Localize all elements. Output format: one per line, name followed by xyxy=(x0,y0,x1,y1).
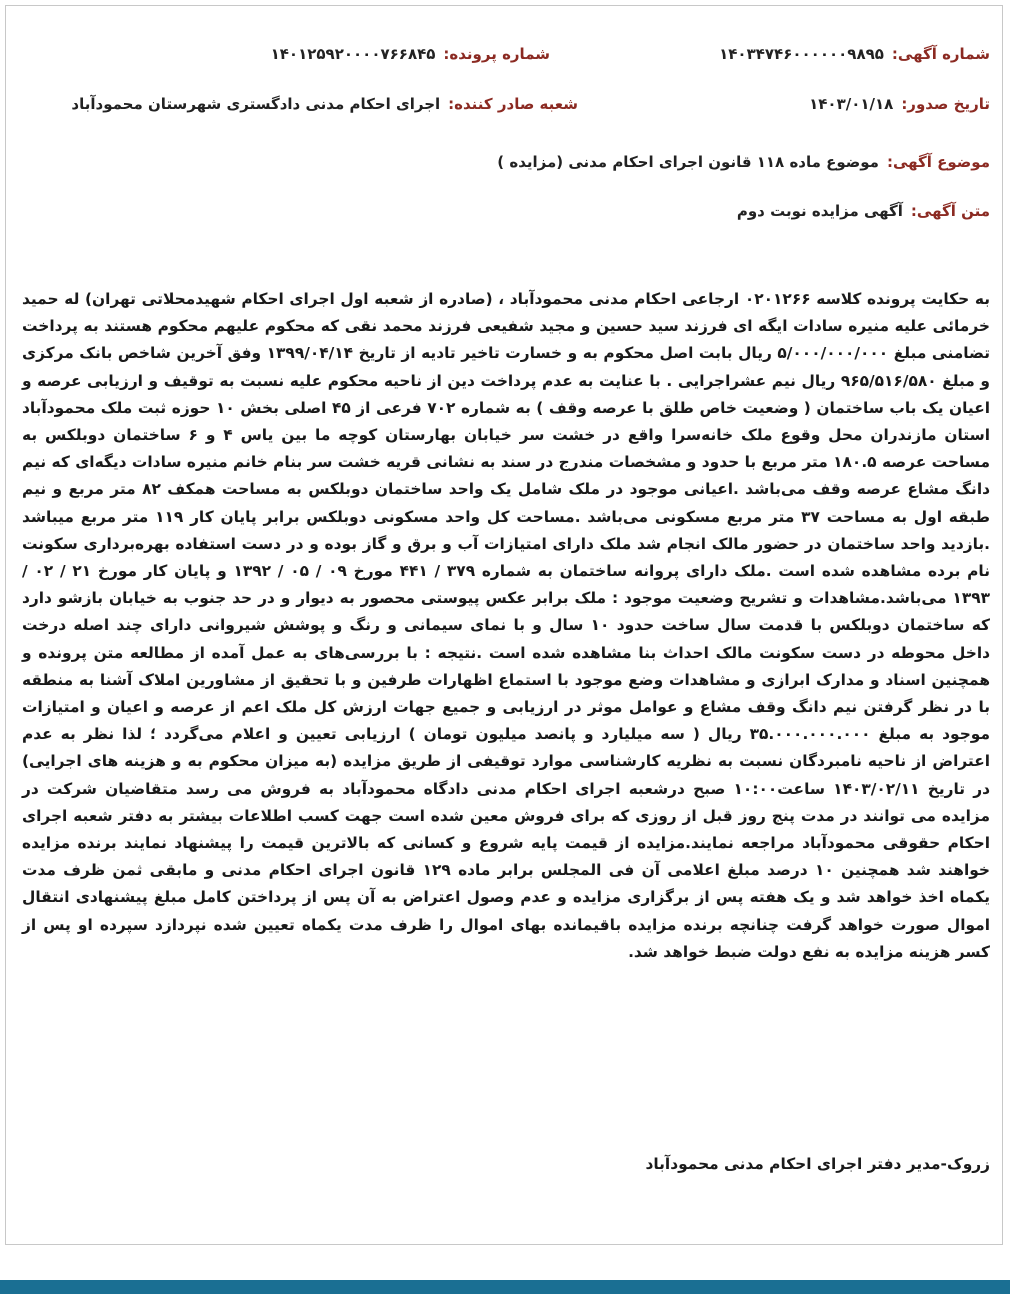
issue-date-value: ۱۴۰۳/۰۱/۱۸ xyxy=(809,95,894,113)
issue-date-row xyxy=(809,92,990,116)
signature-line: زروک-مدیر دفتر اجرای احکام مدنی محمودآباد xyxy=(645,1155,990,1173)
bottom-bar xyxy=(0,1280,1010,1294)
announcement-body: به حکایت پرونده کلاسه ۰۲۰۱۲۶۶ ارجاعی احکام مدنی محمودآباد ، (صادره از شعبه اول اجرای احکام شهیدمحلاتی تهران) له حمید خرمائی علیه منیره سادات ایگه ای فرزند سید حسین و مجید شفیعی فرزند محمد نقی که محکوم علیهم محکوم هستند به پرداخت تضامنی مبلغ ۵/۰۰۰/۰۰۰/۰۰۰ ریال بابت اصل محکوم به و خسارت تاخیر تادیه از تاریخ ۱۳۹۹/۰۴/۱۴ وفق آخرین شاخص بانک مرکزی و مبلغ ۹۶۵/۵۱۶/۵۸۰ ریال نیم عشراجرایی . با عنایت به عدم پرداخت دین از ناحیه محکوم علیه نسبت به توقیف و ارزیابی عرصه و اعیان یک باب ساختمان ( وضعیت خاص طلق با عرصه وقف ) به شماره ۷۰۲ فرعی از ۴۵ اصلی بخش ۱۰ حوزه ثبت ملک محمودآباد استان مازندران محل وقوع ملک خانه‌سرا واقع در خشت سر خیابان بهارستان کوچه ما بین یاس ۴ و ۶ ساختمان دوبلکس به مساحت عرصه ۱۸۰.۵ متر مربع با حدود و مشخصات مندرج در سند به نشانی قریه خشت سر بنام خانم منیره سادات دیگه‌ای که نیم دانگ مشاع عرصه وقف می‌باشد .اعیانی موجود در ملک شامل یک واحد ساختمان دوبلکس به مساحت همکف ۸۲ متر مربع و نیم طبقه اول به مساحت ۳۷ متر مربع مسکونی می‌باشد .مساحت کل واحد مسکونی دوبلکس برابر پایان کار ۱۱۹ متر مربع میباشد .بازدید واحد ساختمان در حضور مالک انجام شد ملک دارای امتیازات آب و برق و گاز بوده و در دست استفاده بهره‌برداری سکونت نام برده مشاهده شده است .ملک دارای پروانه ساختمان به شماره ۳۷۹ / ۴۴۱ مورخ ۰۹ / ۰۵ / ۱۳۹۲ و پایان کار مورخ ۲۱ / ۰۲ / ۱۳۹۳ می‌باشد.مشاهدات و تشریح وضعیت موجود : ملک برابر عکس پیوستی محصور به دیوار و در حد جنوب به خیابان بازشو دارد که ساختمان دوبلکس با قدمت سال ساخت حدود ۱۰ سال و با نمای سیمانی و رنگ و پوشش شیروانی دارای چند اصله درخت داخل محوطه در دست سکونت مالک احداث بنا مشاهده شده است .نتیجه : با بررسی‌های به عمل آمده از مطالعه متن پرونده و همچنین اسناد و مدارک ابرازی و مشاهدات وضع موجود با استماع اظهارات طرفین و با تحقیق از مشاورین املاک آشنا به منطقه با در نظر گرفتن نیم دانگ وقف مشاع و عوامل موثر در ارزیابی و جمیع جهات ارزش کل ملک اعم از عرصه و اعیان و امتیازات موجود به مبلغ ۳۵.۰۰۰.۰۰۰.۰۰۰ ریال ( سه میلیارد و پانصد میلیون تومان ) ارزیابی تعیین و اعلام می‌گردد ؛ لذا نظر به عدم اعتراض از ناحیه نامبردگان نسبت به نظریه کارشناسی موارد توقیفی از طریق مزایده (به میزان محکوم به و هزینه های اجرایی) در تاریخ ۱۴۰۳/۰۲/۱۱ ساعت۱۰:۰۰ صبح درشعبه اجرای احکام مدنی دادگاه محمودآباد به فروش می رسد متقاضیان شرکت در مزایده می توانند در مدت پنج روز قبل از روزی که برای فروش معین شده است جهت کسب اطلاعات بیشتر به دفتر شعبه اجرای احکام حقوقی محمودآباد مراجعه نمایند.مزایده از قیمت پایه شروع و کسانی که بالاترین قیمت را پیشنهاد نمایند برنده مزایده خواهند شد همچنین ۱۰ درصد مبلغ اعلامی آن فی المجلس برابر ماده ۱۲۹ قانون اجرای احکام مدنی و مابقی ثمن ظرف مدت یکماه اخذ خواهد شد و یک هفته پس از برگزاری مزایده و عدم وصول اعتراض به آن پس از پرداختن کامل مبلغ پیشنهادی انتقال اموال صورت خواهد گرفت چنانچه برنده مزایده باقیمانده بهای اموال را ظرف مدت یکماه تعیین شده نپردازد سپرده او پس از کسر هزینه مزایده به نفع دولت ضبط خواهد شد. xyxy=(22,290,991,961)
subject-row xyxy=(497,150,990,174)
case-number-row xyxy=(271,42,550,66)
text-title-row xyxy=(737,199,990,223)
ad-number-label: شماره آگهی: xyxy=(891,45,990,63)
case-number-value: ۱۴۰۱۲۵۹۲۰۰۰۰۷۶۶۸۴۵ xyxy=(270,45,436,63)
ad-number-value: ۱۴۰۳۴۷۴۶۰۰۰۰۰۰۹۸۹۵ xyxy=(719,45,884,63)
text-title-value: آگهی مزایده نوبت دوم xyxy=(736,202,903,220)
text-label: متن آگهی: xyxy=(910,202,990,220)
issuing-branch-value: اجرای احکام مدنی دادگستری شهرستان محمودآباد xyxy=(71,95,441,113)
subject-label: موضوع آگهی: xyxy=(886,153,990,171)
issuing-branch-label: شعبه صادر کننده: xyxy=(448,95,578,113)
case-number-label: شماره پرونده: xyxy=(443,45,550,63)
issuing-branch-row xyxy=(71,92,578,116)
ad-number-row xyxy=(719,42,990,66)
issue-date-label: تاریخ صدور: xyxy=(901,95,990,113)
subject-value: موضوع ماده ۱۱۸ قانون اجرای احکام مدنی (مزایده ) xyxy=(497,153,879,171)
